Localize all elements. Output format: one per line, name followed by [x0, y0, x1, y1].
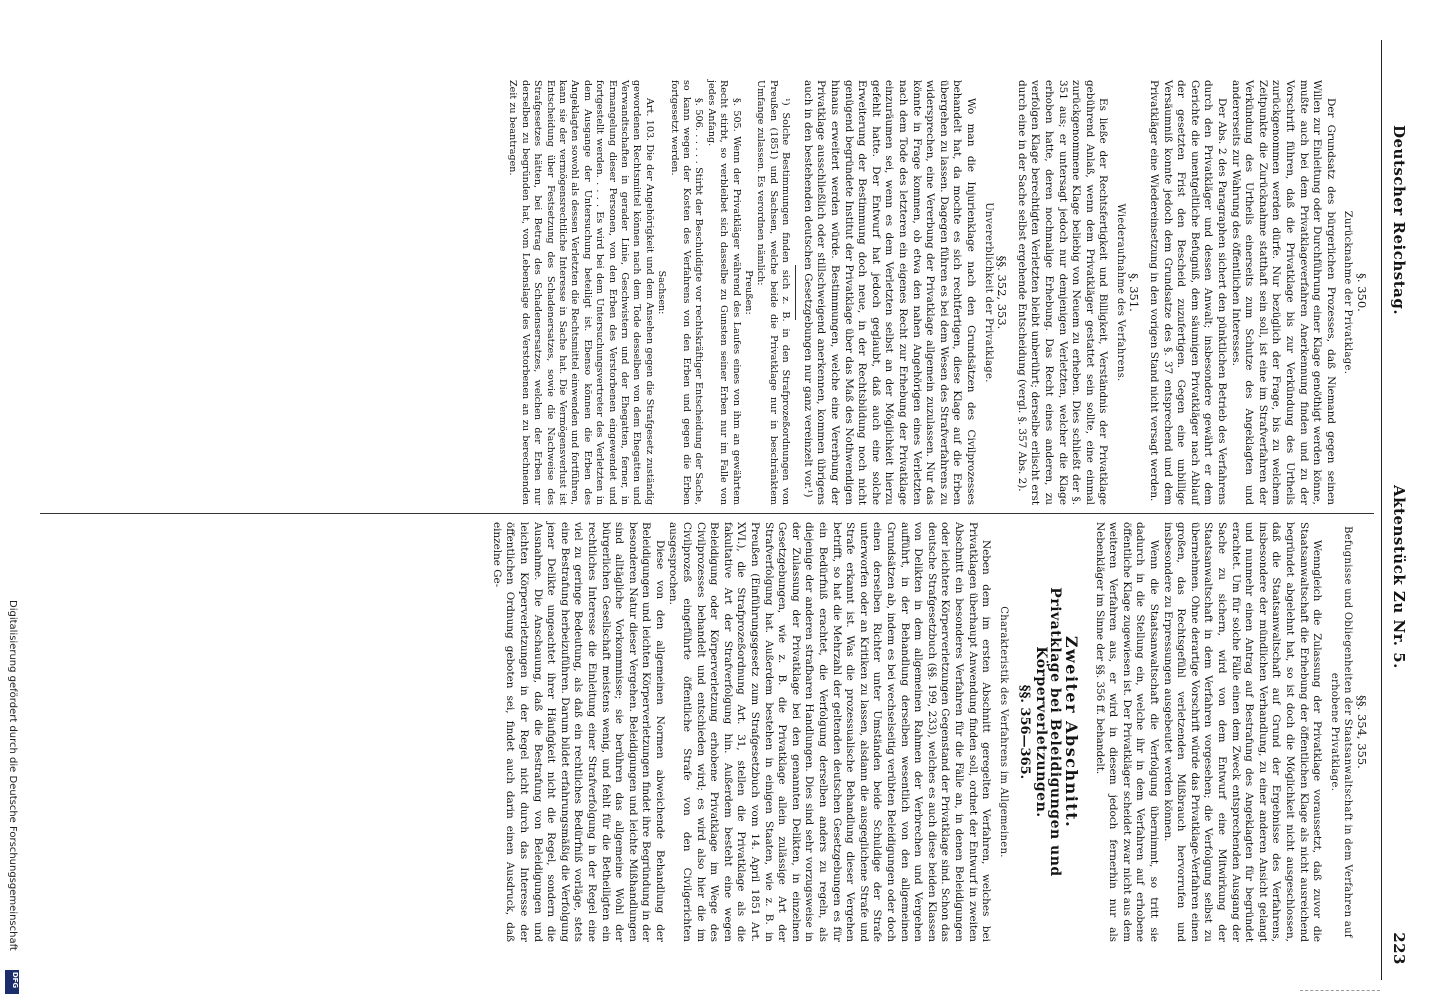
section-number: §§. 354, 355. [1355, 695, 1369, 769]
footnote-text: §. 505. Wenn der Privatkläger während des Laufes eines von ihm an gewährtem Recht stirbt, so verbleibet sich dasselbe zu Gunsten seiner Erben nur im Falle von jedes Anfang. [705, 80, 742, 505]
section-title: Unvererblichkeit der Privatklage. [982, 202, 994, 383]
footnote-text: §. 506. . . . . . Stirbt der Beschuldigte vor rechtskräftiger Entscheidung der Sache, so kann wegen der Kosten des Verfahrens von den Erben und gegen die Erben fortgesetzt werden. [668, 80, 705, 505]
section-title: Wiederaufnahme des Verfahrens. [1114, 203, 1126, 382]
section-title: Befugnisse und Obliegenheiten der Staatsanwaltschaft in dem Verfahren auf erhobene Privatklage. [1328, 526, 1354, 938]
section-number: §. 350. [1355, 273, 1369, 312]
section-number: §. 351. [1127, 273, 1142, 312]
paragraph: Neben dem im ersten Abschnitt geregelten Verfahren, welches bei Privatklagen überhaupt Anwendung finden soll, ordnet der Entwurf in zweiten Abschnitt ein besonderes Verfahren für die Fälle an, in denen Beleidigungen oder leichtere Körperverletzungen Gegenstand der Privatklage sind. Schon das deutsche Strafgesetzbuch (§§. 199, 233), welches es auch diese beiden Klassen von Delikten in dem allgemeinen Rahmen der Verbrechen und Vergehen aufführt, in der Behandlung derselben wesentlich von den allgemeinen Grundsätzen ab, indem es bei wechselseitig verübten Beleidigungen oder doch einen derselben Richter unter Umständen beide Schuldige der Strafe unterworfen oder an Kritiken zu lassen, alsdann die ausgeglichene Strafe und Strafe erkannt ist. Was die prozessualische Behandlung dieser Vergehen betrifft, so hat die Mehrzahl der geltenden deutschen Gesetzgebungen es für ein Bedürfniß erachtet, die Verfolgung derselben anders zu regeln, als diejenige der anderen strafbaren Handlungen. Dies sind sehr vorzugsweise in der Zulassung der Privatklage bei den genannten Delikten, in einzelnen Gesetzgebungen, wie z. B. die Privatklage allein zulässige Art der Strafverfolgung hat. Außerdem bestehen in einigen Staaten, wie z. B. in Preußen (Einführungsgesetz zum Strafgesetzbuch vom 14. April 1851 Art. XVI.), die Strafprozeßordnung Art. 31, stellen die Privatklage als die fakultative Art der Strafverfolgung hin. Außerdem besteht eine wegen Beleidigung oder Körperverletzung erhobene Privatklage im Wege des Civilprozesses behandelt und entschieden wird; es wird also hier die im Civilprozeß eingeführte öffentliche Strafe von den Civilgerichten ausgesprochen. [667, 522, 993, 942]
paragraph: Diese von den allgemeinen Normen abweichende Behandlung der Beleidigungen und leichten Körperverletzungen findet ihre Begründung in der besonderen Natur dieser Vergehen. Beleidigungen und leichte Mißhandlungen sind alltägliche Vorkommnisse; sie berühren das allgemeine Wohl der bürgerlichen Gesellschaft meistens wenig, und fehlt für die Betheiligten ein rechtliches Interesse die Einleitung einer Strafverfolgung in der Regel eine viel zu geringe Bedeutung, als daß ein rechtliches Bedürfniß vorläge, stets eine Bestrafung herbeizuführen. Darum bildet erfahrungsmäßig die Verfolgung jener Delikte ungeachtet ihrer Häufigkeit nicht die Regel, sondern die Ausnahme. Die Anschauung, daß die Bestrafung von Beleidigungen und leichten Körperverletzungen in der Regel nicht durch das Interesse der öffentlichen Ordnung geboten sei, findet auch darin einen Ausdruck, daß einzelne Ge- [490, 522, 666, 942]
section-number: §§. 352, 353. [995, 255, 1010, 330]
page-number: 223 [1390, 932, 1408, 965]
header-rule [1381, 40, 1382, 980]
digitization-credit [4, 0, 24, 1000]
scan-edge-mark [1300, 990, 1380, 997]
section-title: Zurücknahme der Privatklage. [1342, 210, 1354, 375]
chapter-title: Zweiter Abschnitt. [1062, 635, 1082, 829]
running-header [1384, 30, 1410, 965]
footnote-country: Preußen: [743, 270, 755, 315]
column-divider [40, 513, 1374, 514]
credit-text: Digitalisierung gefördert durch die Deutsche Forschungsgemeinschaft [7, 600, 18, 951]
dfg-logo [5, 970, 19, 994]
paragraph: Es ließe der Rechtsfertigkeit und Billigkeit, Verständnis der Privatklage gebührend Anlaß, wenn dem Privatkläger gestattet sein sollte, eine einmal zurückgenommene Klage beliebig von Neuem zu erheben. Dies schließt der §. 351 aus; er untersagt jedoch nur demjenigen Verletzten, welcher die Klage erhoben hatte, deren nochmalige Erhebung. Das Recht eines anderen, zu verfolgen Klage berechtigten Verletzten bleibt unberührt; derselbe erlischt erst durch eine in der Sache selbst ergehende Entscheidung (vergl. §. 357 Abs. 2). [1015, 80, 1110, 505]
right-column [489, 522, 1374, 942]
paragraph: Der Abs. 2 des Paragraphen sichert den pünktlichen Betrieb des Verfahrens durch den Privatkläger und dessen Anwalt; insbesondere gewährt er dem Gerichte die unentgeltliche Befugniß, dem säumigen Privatkläger nach Ablauf der gesetzten Frist den Bescheid zuzufertigen. Gegen eine unbillige Versäumniß konnte jedoch dem Grundsatze des §. 37 entsprechend und dem Privatkläger eine Wiedereinsetzung in den vorigen Stand nicht versagt werden. [1148, 80, 1229, 505]
footnote-intro: ¹) Solche Bestimmungen finden sich z. B. in den Strafprozeßordnungen von Preußen (1851) und Sachsen, welche beide die Privatklage nur in beschränktem Umfange zulassen. Es verordnen nämlich: [755, 80, 792, 505]
dfg-logo-text: DFG [11, 971, 20, 989]
chapter-subtitle: Privatklage bei Beleidigungen und Körperverletzungen. [1032, 587, 1063, 877]
paragraph: Wenn die Staatsanwaltschaft die Verfolgung übernimmt, so tritt sie dadurch in die Stellung ein, welche ihr in dem Verfahren auf erhobene öffentliche Klage zugewiesen ist. Der Privatkläger scheidet zwar nicht aus dem weiteren Verfahren aus, er wird in diesem jedoch fernerhin nur als Nebenkläger im Sinne der §§. 356 ff. behandelt. [1093, 522, 1161, 942]
footnote-text: Art. 103. Die der Angehörigkeit und dem Ansehen gegen die Strafgesetz zuständig gewordenen Rechtsmittel können nach dem Tode desselben von dem Ehegatten und Verwandtschaften in gerader Linie, Geschwistern und der Ehegatten, ferner, in Ermangelung dieser Personen, von den Erben des Verstorbenen eingewendet und fortgestellt werden. . . . . Es wird bei dem Untersuchungsvertreter des Verletzten in dem Ausgange der Untersuchung beteiligt ist. Ebenso können die Erben des Angeklagten sowohl als dessen Verletzten die Rechtsmittel einwenden und fortführen, kann sie der vermögensrechtliche Interesse in Sache hat. Die Vermögensverlust ist Entscheidung über Festsetzung des Schadenersatzes, sowie die Nachweise des Strafgesetzes hätten, bei Betrag des Schadensersatzes, welchen der Erben nur derselben zu begründen hat, vom Lebenslage des Verstorbenen an zu berechnenden Zeit zu beantragen. [507, 80, 655, 505]
chapter-sections: §§. 356—365. [1017, 684, 1033, 780]
section-title: Charakteristik des Verfahrens im Allgemeinen. [997, 606, 1009, 858]
header-document: Aktenstück Zu Nr. 5. [1390, 485, 1408, 669]
paragraph: Der Grundsatz des bürgerlichen Prozesses, daß Niemand gegen seinen Willen zur Einleitung oder Durchführung einer Klage genöthigt werden könne, mußte auch bei dem Privatklageverfahren Anerkennung finden und zu der Vorschrift führen, daß die Privatklage bis zur Verkündung des Urtheils zurückgenommen werden dürfe. Nur bezüglich der Frage, bis zu welchem Zeitpunkte die Zurücknahme statthaft sein soll, ist eine im Strafverfahren der Verkündung des Urtheils einerseits zum Schutze des Angeklagten und andererseits zur Wahrung des öffentlichen Interesses. [1229, 80, 1337, 505]
header-publication: Deutscher Reichstag. [1390, 125, 1408, 316]
left-column [506, 80, 1374, 505]
footnote-country: Sachsen: [656, 270, 668, 315]
paragraph: Wenngleich die Zulassung der Privatklage voraussetzt, daß zuvor die Staatsanwaltschaft die Erhebung der öffentlichen Klage als nicht ausreichend begründet abgelehnt hat, so ist doch die Möglichkeit nicht ausgeschlossen, daß die Staatsanwaltschaft auf Grund der Ergebnisse des Verfahrens, insbesondere der mündlichen Verhandlung, zu einer anderen Ansicht gelangt und nunmehr einen Antrag auf Bestrafung des Angeklagten für begründet erachtet. Um für solche Fälle einen dem Zweck entsprechenden Ausgang der Sache zu sichern, wird von dem Entwurf eine Mitwirkung der Staatsanwaltschaft in dem Verfahren vorgesehen; die Verfolgung selbst zu übernehmen. Ohne derartige Vorschrift würde das Privatklage-Verfahren einen großen, das Rechtsgefühl verletzenden Mißbrauch hervorrufen und insbesondere zu Erpressungen ausgebeutet werden können. [1161, 522, 1324, 942]
paragraph: Wo man die Injurienklage nach den Grundsätzen des Civilprozesses behandelt hat, da mochte es sich rechtfertigen, diese Klage auf die Erben übergehen zu lassen. Dagegen führen es bei dem Wesen des Strafverfahrens zu widersprechen, eine Vererbung der Privatklage allgemein zuzulassen. Nur das könnte in Frage kommen, ob etwa den nahen Angehörigen eines Verletzten nach dem Tode des letzteren ein eigenes Recht zur Erhebung der Privatklage einzuräumen sei, wenn es dem Verletzten selbst an der Möglichkeit hierzu gefehlt hatte. Der Entwurf hat jedoch geglaubt, daß auch eine solche Erweiterung der Bestimmung doch neue, in der Rechtsbildung noch nicht genügend begründete Institut der Privatklage über das Maß des Nothwendigen hinaus erweitert werden würde. Bestimmungen, welche eine Vererbung der Privatklage ausschließlich oder stillschweigend anerkennen, kommen übrigens auch in den bestehenden deutschen Gesetzgebungen nur ganz vereinzelt vor.¹) [801, 80, 977, 505]
footnote-rule [795, 265, 796, 320]
